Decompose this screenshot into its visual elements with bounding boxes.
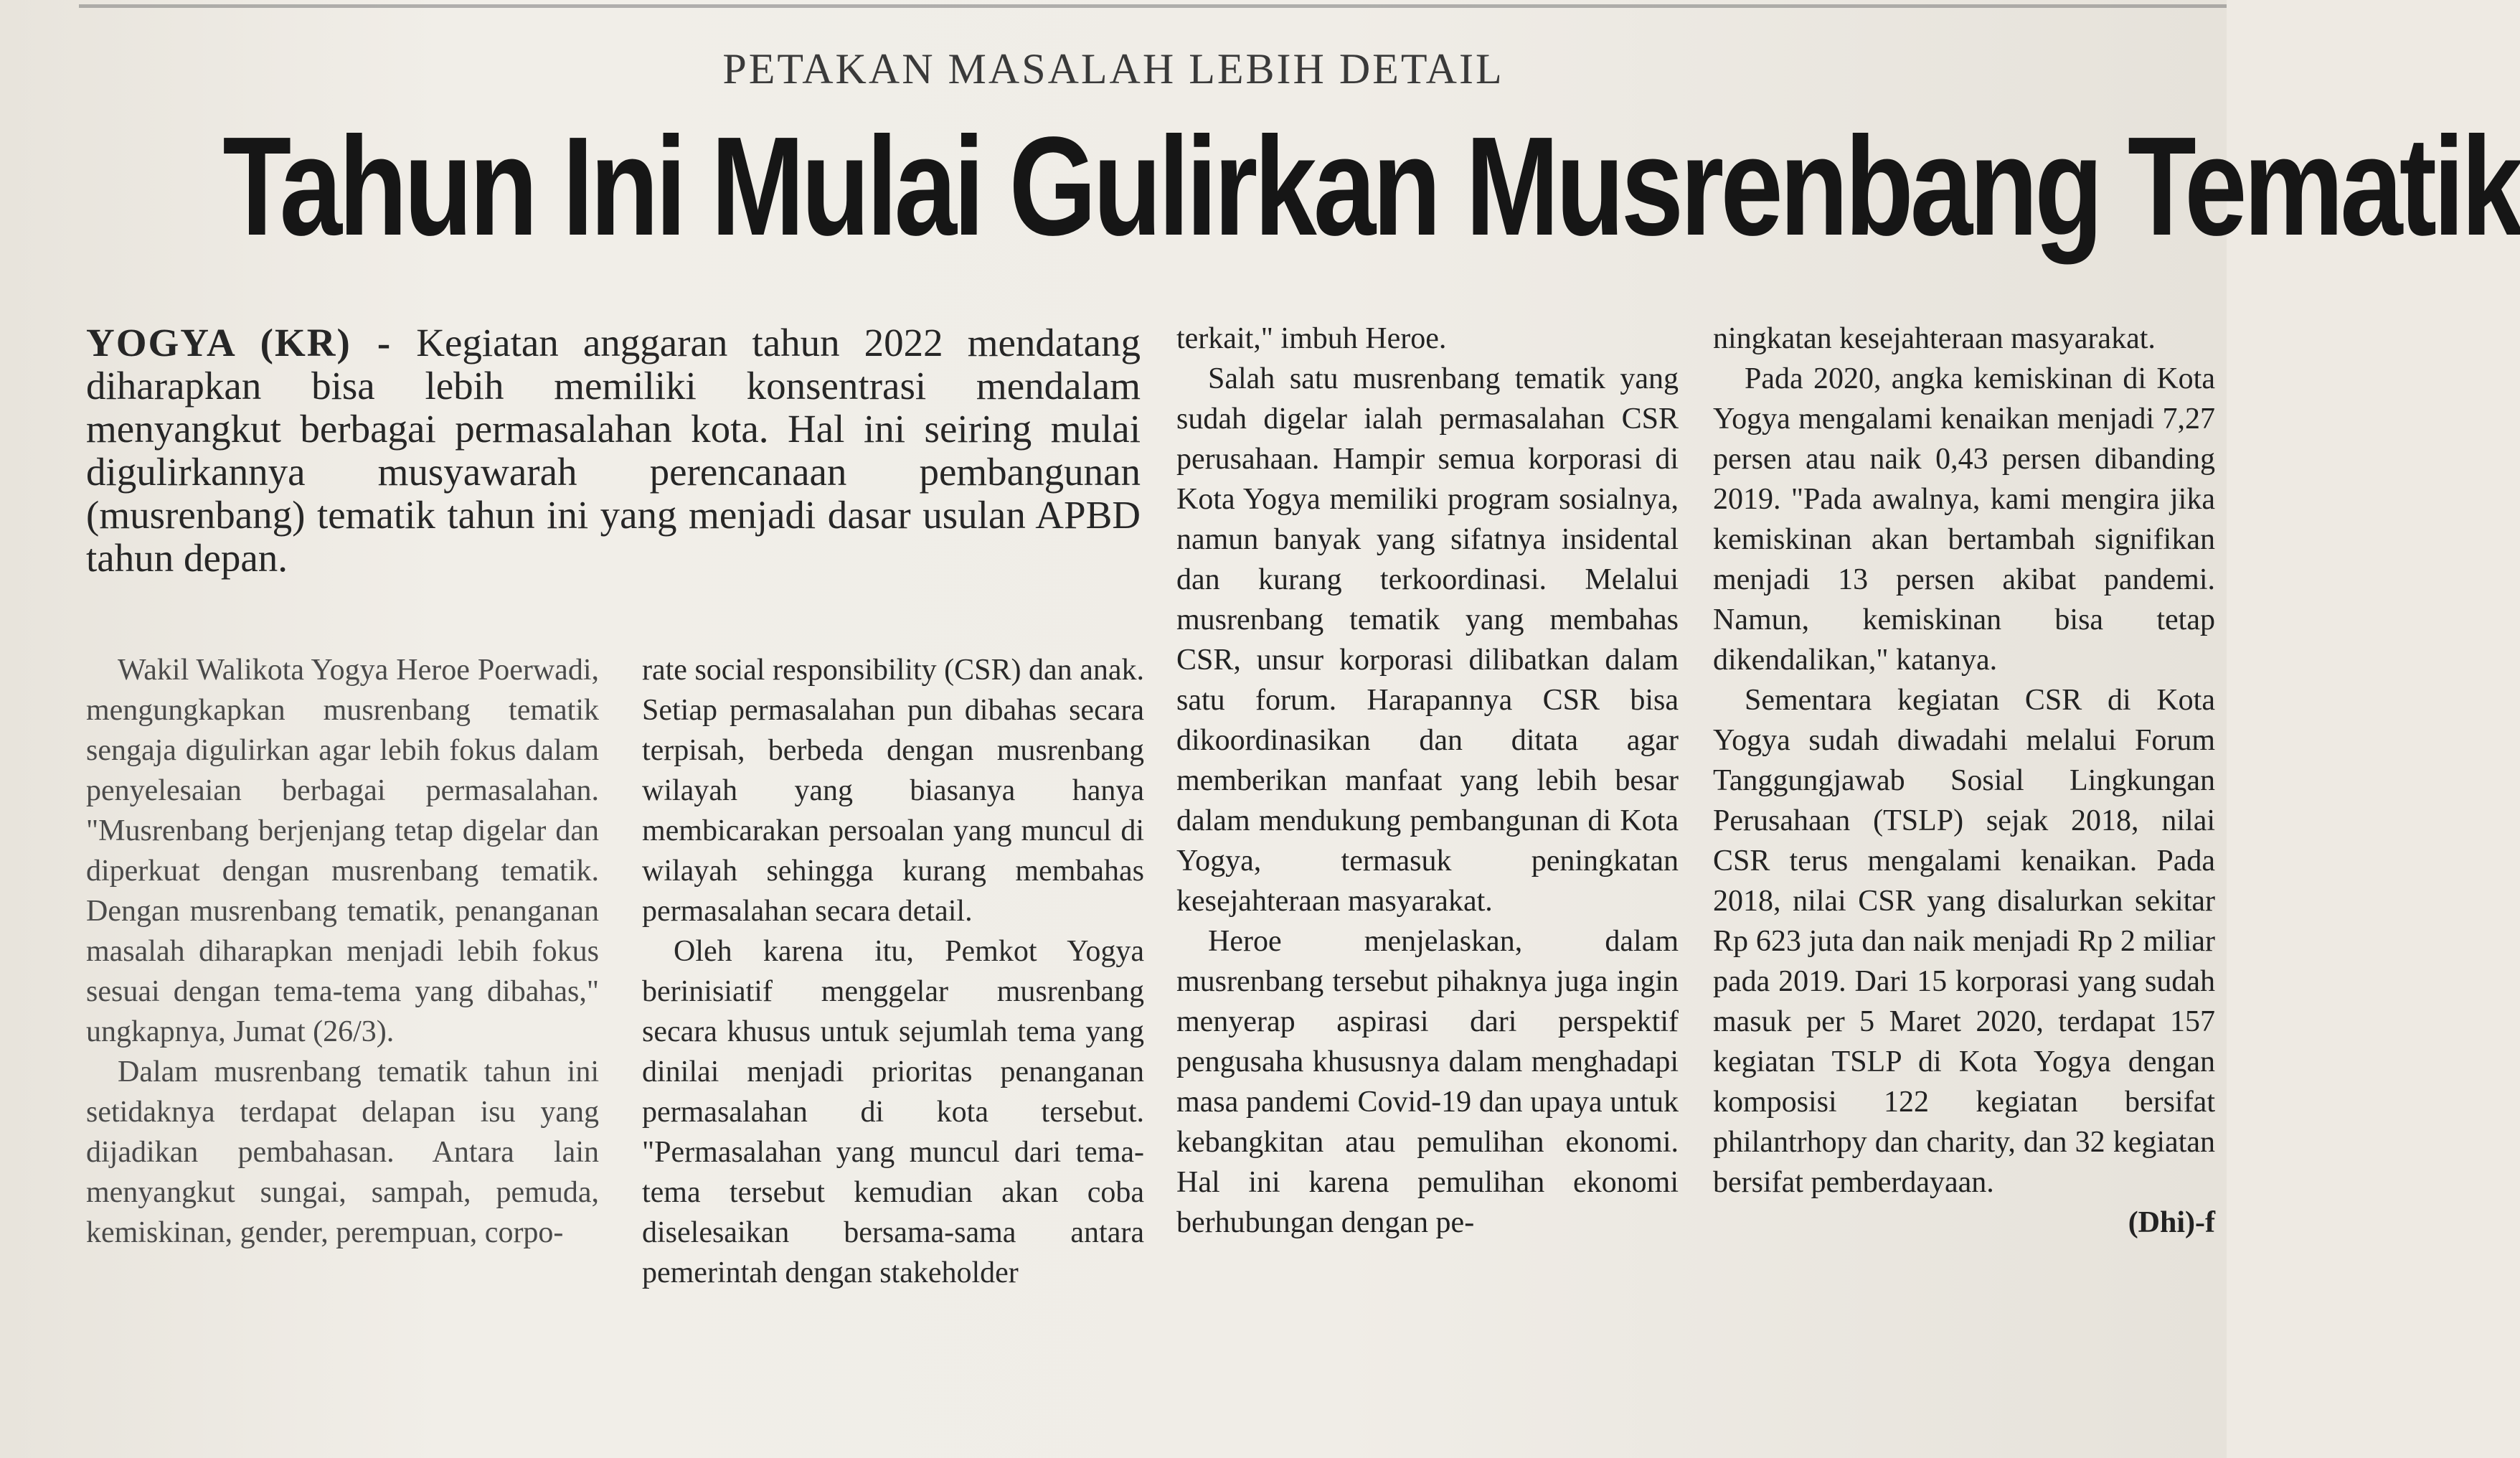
paragraph: Wakil Walikota Yogya Heroe Poerwadi, mengungkapkan musrenbang tematik sengaja digulirkan agar lebih fokus dalam penyelesaian berbagai permasalahan. "Musrenbang berjenjang tetap digelar dan diperkuat dengan musrenbang tematik. Dengan musrenbang tematik, penanganan masalah diharapkan menjadi lebih fokus sesuai dengan tema-tema yang dibahas," ungkapnya, Jumat (26/3). (86, 654, 599, 1048)
paragraph: terkait," imbuh Heroe. (1176, 322, 1447, 355)
paragraph: Pada 2020, angka kemiskinan di Kota Yogya mengalami kenaikan menjadi 7,27 persen atau naik 0,43 persen dibanding 2019. "Pada awalnya, kami mengira jika kemiskinan akan bertambah signifikan menjadi 13 persen akibat pandemi. Namun, kemiskinan bisa tetap dikendalikan," katanya. (1713, 362, 2215, 677)
next-article-headline-cut (287, 1428, 2152, 1458)
paragraph: Oleh karena itu, Pemkot Yogya berinisiatif menggelar musrenbang secara khusus untuk sejumlah tema yang dinilai menjadi prioritas penanganan permasalahan di kota tersebut. "Permasalahan yang muncul dari tema-tema tersebut kemudian akan coba diselesaikan bersama-sama antara pemerintah dengan stakeholder (642, 935, 1144, 1289)
lead-text: Kegiatan anggaran tahun 2022 mendatang diharapkan bisa lebih memiliki konsentrasi mendalam menyangkut berbagai permasalahan kota. Hal ini seiring mulai digulirkannya musyawarah perencanaan pembangunan (musrenbang) tematik tahun ini yang menjadi dasar usulan APBD tahun depan. (86, 321, 1141, 580)
paragraph: Heroe menjelaskan, dalam musrenbang tersebut pihaknya juga ingin menyerap aspirasi dari perspektif pengusaha khususnya dalam menghadapi masa pandemi Covid-19 dan upaya untuk kebangkitan atau pemulihan ekonomi. Hal ini karena pemulihan ekonomi berhubungan dengan pe- (1176, 925, 1679, 1239)
column-2 (642, 650, 1144, 1293)
paragraph: rate social responsibility (CSR) dan anak. Setiap permasalahan pun dibahas secara terpisah, berbeda dengan musrenbang wilayah yang biasanya hanya membicarakan persoalan yang muncul di wilayah sehingga kurang membahas permasalahan secara detail. (642, 654, 1144, 928)
paragraph: Dalam musrenbang tematik tahun ini setidaknya terdapat delapan isu yang dijadikan pembahasan. Antara lain menyangkut sungai, sampah, pemuda, kemiskinan, gender, perempuan, corpo- (86, 1055, 599, 1249)
top-rule (79, 4, 2227, 8)
column-3 (1176, 319, 1679, 1243)
lead-paragraph (86, 321, 1141, 580)
dateline: YOGYA (KR) - (86, 321, 392, 364)
paragraph: Sementara kegiatan CSR di Kota Yogya sudah diwadahi melalui Forum Tanggungjawab Sosial Lingkungan Perusahaan (TSLP) sejak 2018, nilai CSR terus mengalami kenaikan. Pada 2018, nilai CSR yang disalurkan sekitar Rp 623 juta dan naik menjadi Rp 2 miliar pada 2019. Dari 15 korporasi yang sudah masuk per 5 Maret 2020, terdapat 157 kegiatan TSLP di Kota Yogya dengan komposisi 122 kegiatan bersifat philantrhopy dan charity, dan 32 kegiatan bersifat pemberdayaan. (1713, 684, 2215, 1199)
paragraph: ningkatan kesejahteraan masyarakat. (1713, 322, 2156, 355)
byline-signature: (Dhi)-f (2128, 1206, 2215, 1239)
paragraph: Salah satu musrenbang tematik yang sudah digelar ialah permasalahan CSR perusahaan. Hampir semua korporasi di Kota Yogya memiliki program sosialnya, namun banyak yang sifatnya insidental dan kurang terkoordinasi. Melalui musrenbang tematik yang membahas CSR, unsur korporasi dilibatkan dalam satu forum. Harapannya CSR bisa dikoordinasikan dan ditata agar memberikan manfaat yang lebih besar dalam mendukung pembangunan di Kota Yogya, termasuk peningkatan kesejahteraan masyarakat. (1176, 362, 1679, 918)
column-4 (1713, 319, 2215, 1243)
kicker: PETAKAN MASALAH LEBIH DETAIL (722, 45, 1504, 93)
headline: Tahun Ini Mulai Gulirkan Musrenbang Tematik (222, 108, 2520, 265)
column-1 (86, 650, 599, 1253)
